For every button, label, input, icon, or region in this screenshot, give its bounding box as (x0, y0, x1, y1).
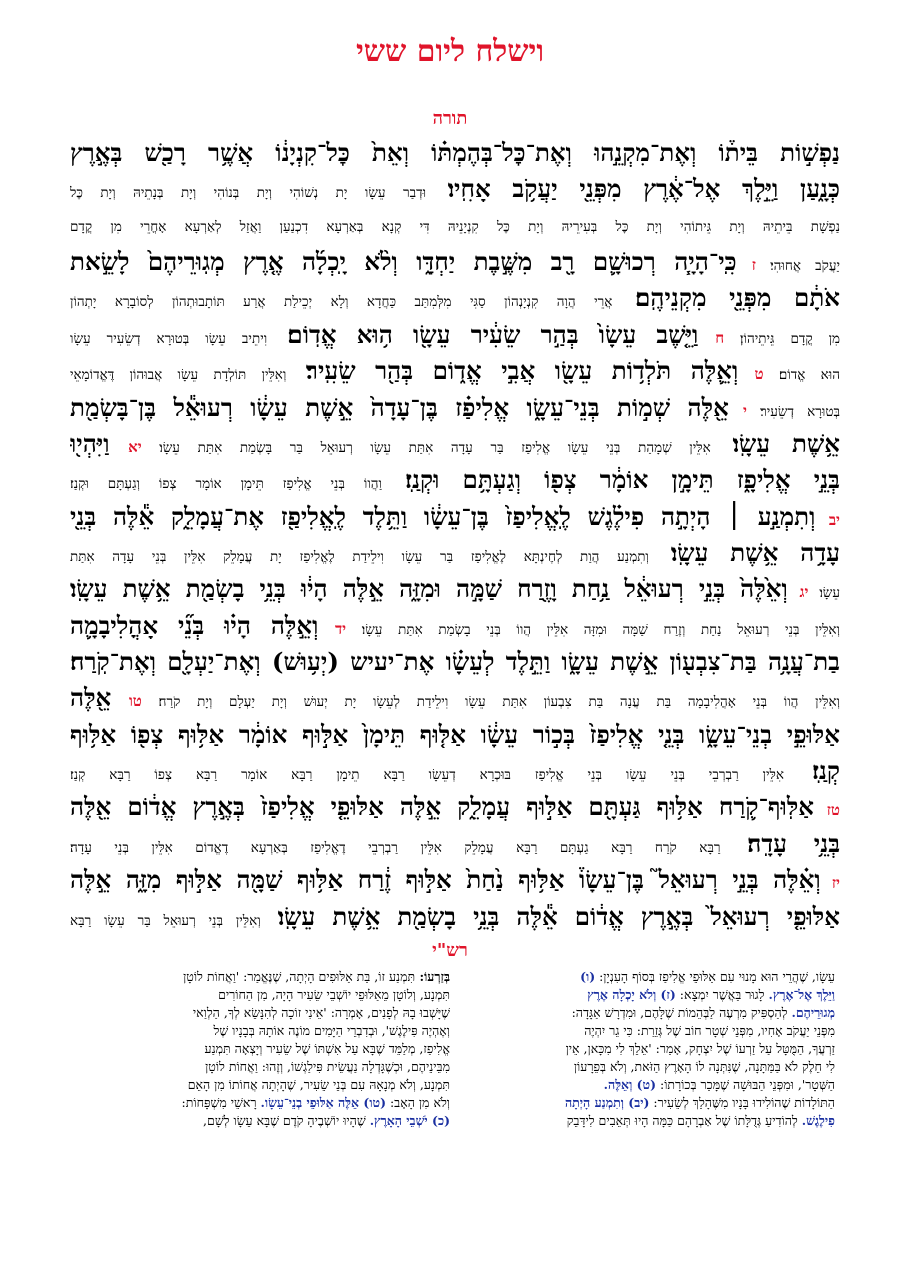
rashi-text: עֵשָׂו, שֶׁהֲרֵי הוּא מָנוּי עִם אַלּוּפֵי אֱלִיפַז בְּסוֹף הָעִנְיָן: (595, 969, 835, 984)
torah-line (70, 135, 840, 171)
torah-line (70, 499, 840, 535)
torah-text: וְתִמְנַע הֲוַת לְחֶינְתָּא לֶאֱלִיפַז בַּר עֵשָׂו וִילֵידַת לֶאֱלִיפַז יָת עֲמָלֵק אִלֵּין בְּנֵי עָדָה אִתַּת (70, 548, 649, 565)
torah-text: אַלּוּפֵ֤י רְעוּאֵל֙ בְּאֶ֣רֶץ אֱד֔וֹם אֵ֕לֶּה בְּנֵ֥י בָשְׂמַ֖ת אֵ֥שֶׁת עֵשָֽׂו׃ (260, 901, 840, 931)
verse-number: ח (698, 328, 725, 347)
torah-line (70, 862, 840, 898)
torah-line (70, 426, 840, 462)
torah-text: וַיִּהְי֖וּ (70, 428, 110, 458)
torah-text: וְתִמְנַ֣ע ׀ הָיְתָ֣ה פִילֶ֗גֶשׁ לֶֽאֱלִיפַז֙ בֶּן־עֵשָׂ֔ו וַתֵּ֥לֶד לֶֽאֱלִיפַ֖ז אֶת־עֲמָלֵ֑ק אֵ֕לֶּה בְּנֵ֖י (70, 501, 816, 531)
torah-text: אִלֵּין שְׁמָהַת בְּנֵי עֵשָׂו אֱלִיפַז בַּר עָדָה אִתַּת עֵשָׂו רְעוּאֵל בַּר בָּשְׂמַת אִתַּת עֵשָׂו׃ (141, 439, 711, 456)
rashi-line (475, 1076, 835, 1094)
rashi-line (90, 986, 450, 1004)
torah-line (70, 353, 840, 389)
rashi-text: זַרְעֲךָ, הַמֻּטָּל עַל זַרְעוֹ שֶׁל יִצְחָק, אָמַר: 'אֵלֵךְ לִי מִכָּאן, אֵין (565, 1041, 835, 1056)
rashi-line (475, 986, 835, 1004)
torah-text: וְאֵ֙לֶּה֙ בְּנֵ֣י רְעוּאֵ֔ל נַ֥חַת וָזֶ֖רַח שַׁמָּ֣ה וּמִזָּ֑ה אֵ֣לֶּה הָי֔וּ בְּנֵ֥י בָשְׂמַ֖ת אֵ֥שֶׁת עֵשָֽׂו׃ (70, 574, 788, 604)
torah-text: וְאֵ֛לֶּה תֹּלְד֥וֹת עֵשָׂ֖ו אֲבִ֣י אֱד֑וֹם בְּהַ֖ר שֵׂעִֽיר׃ (286, 356, 739, 386)
rashi-text: בְּזַרְעוֹ: (415, 969, 450, 984)
rashi-line (475, 1040, 835, 1058)
torah-text: וּדְבַר עֵשָׂו יָת נְשׁוֹהִי וְיָת בְּנוֹהִי וְיָת בְּנָתֵיהּ וְיָת כׇּל (70, 185, 427, 202)
verse-number: י (728, 401, 747, 420)
torah-line (70, 535, 840, 571)
rashi-text: מִפְּנֵי יַעֲקֹב אָחִיו, מִפְּנֵי שְׁטָר חוֹב שֶׁל גְּזֵרַת: כִּי גֵר יִהְיֶה (584, 1023, 835, 1038)
torah-text: בְּנֵ֣י אֱלִיפָ֑ז תֵּימָ֣ן אוֹמָ֔ר צְפ֖וֹ וְגַעְתָּ֥ם וּקְנַֽז׃ (382, 465, 840, 495)
rashi-text: שֶׁהָיוּ יוֹשְׁבֶיהָ קֹדֶם שֶׁבָּא עֵשָׂו לְשָׁם, (203, 1113, 370, 1128)
rashi-text: רָאשֵׁי מִשְׁפָּחוֹת: (181, 1095, 261, 1110)
torah-text: כִּֽי־הָיָ֧ה רְכוּשָׁ֛ם רָ֖ב מִשֶּׁ֣בֶת יַחְדָּ֑ו וְלֹ֨א יָֽכְלָ֜ה אֶ֤רֶץ מְגֽוּרֵיהֶם֙ לָשֵׂ֣את (70, 247, 737, 277)
torah-text: וְאֵ֣לֶּה הָי֗וּ בְּנֵ֞י אָהֳלִיבָמָ֛ה (70, 610, 319, 640)
rashi-dibur-hamatchil: וַיֵּלֶךְ אֶל־אֶרֶץ. (768, 987, 835, 1002)
torah-text: בְּטוּרָא דְשֵׂעִיר׃ (746, 403, 840, 420)
torah-line (70, 171, 840, 207)
rashi-line (475, 1058, 835, 1076)
rashi-line (475, 1094, 835, 1112)
torah-text: וְאֵ֗לֶּה בְּנֵ֣י רְעוּאֵל֮ בֶּן־עֵשָׂו֒ אַלּ֥וּף נַ֙חַת֙ אַלּ֣וּף זֶ֔רַח אַלּ֥וּף שַׁמָּ֖ה אַלּ֣וּף מִזָּ֑ה אֵ֣לֶּה (70, 865, 821, 895)
rashi-dibur-hamatchil: (יב) וְתִמְנַע הָיְתָה (564, 1095, 650, 1110)
rashi-line (90, 1040, 450, 1058)
torah-text: אַלּוּפֵ֣י בְנֵי־עֵשָׂ֑ו בְּנֵ֤י אֱלִיפַז֙ בְּכ֣וֹר עֵשָׂ֔ו אַלּ֤וּף תֵּימָן֙ אַלּ֣וּף אוֹמָ֔ר אַלּ֥וּף צְפ֖וֹ אַלּ֥וּף (70, 719, 840, 749)
verse-number: טז (814, 801, 840, 820)
page-title: וישלח ליום ששי (355, 34, 545, 69)
torah-text-block (70, 135, 840, 935)
verse-number: ז (736, 256, 756, 275)
torah-text: וַיֵּ֤שֶׁב עֵשָׂו֙ בְּהַ֣ר שֵׂעִ֔יר עֵשָׂ֖ו ה֥וּא אֱדֽוֹם׃ (267, 319, 699, 349)
rashi-text: הַשְּׁטָר', וּמִפְּנֵי הַבּוּשָׁה שֶׁמָּכַר בְּכוֹרָתוֹ: (656, 1077, 835, 1092)
torah-line (70, 462, 840, 498)
torah-line (70, 899, 840, 935)
rashi-dibur-hamatchil: (ז) וְלֹא יָכְלָה אֶרֶץ (587, 987, 676, 1002)
rashi-text: הַתּוֹלָדוֹת שֶׁהוֹלִידוּ בָּנָיו מִשֶּׁהָלַךְ לְשֵׂעִיר: (649, 1095, 835, 1110)
torah-text: מִן קֳדָם גֵּיתֵיהוֹן׃ (724, 330, 840, 347)
rashi-text: לָגוּר בַּאֲשֶׁר יִמְצָא: (675, 987, 769, 1002)
verse-number: טו (111, 692, 142, 711)
torah-text: אֹתָ֔ם מִפְּנֵ֖י מִקְנֵיהֶֽם׃ (612, 283, 840, 313)
rashi-line (475, 1004, 835, 1022)
rashi-text: לִי חֵלֶק לֹא בַּמַּתָּנָה, שֶׁנִּתְּנָה לוֹ הָאָרֶץ הַזֹּאת, וְלֹא בְּפֵרָעוֹן (573, 1059, 835, 1074)
rashi-dibur-hamatchil: (ט) וְאֵלֶּה. (603, 1077, 657, 1092)
rashi-text: וְאֶהְיֶה פִּילֶגֶשׁ', וּבְדִבְרֵי הַיָּמִים מוֹנֶה אוֹתָהּ בְּבָנָיו שֶׁל (213, 1023, 450, 1038)
rashi-text: מִבֵּינֵיהֶם, וּכְשֶׁגָּדְלָה נַעֲשֵׂית פִּילַגְשׁוֹ, וְזֶהוּ: וַאֲחוֹת לוֹטָן (205, 1059, 450, 1074)
rashi-line (90, 1112, 450, 1130)
verse-number: יד (318, 619, 347, 638)
torah-line (70, 826, 840, 862)
torah-line (70, 753, 840, 789)
rashi-column-left (90, 968, 450, 1130)
torah-text: נַפְשׁ֣וֹת בֵּית֒וֹ וְאֶת־מִקְנֵ֣הוּ וְאֶת־כׇּל־בְּהֶמְתּ֗וֹ וְאֵת֙ כׇּל־קִנְיָנ֔וֹ אֲשֶׁ֥ר רָכַ֖שׁ בְּאֶ֣רֶץ (70, 138, 840, 167)
rashi-text: תִּמְנָע, וְלוֹטָן מֵאַלּוּפֵי יוֹשְׁבֵי שֵׂעִיר הָיָה, מִן הַחוֹרִים (218, 987, 450, 1002)
rashi-dibur-hamatchil: פִילֶגֶשׁ. (801, 1113, 835, 1128)
torah-text: וְאִלֵּין בְּנֵי רְעוּאֵל בַּר עֵשָׂו רַבָּא (70, 912, 261, 929)
torah-text: אֵ֖לֶּה (70, 683, 112, 713)
torah-text: וְאִלֵּין תּוֹלְדָת עֵשָׂו אֲבוּהוֹן דֶּאֱדוֹמָאֵי (70, 367, 287, 384)
torah-text: וְאִלֵּין הֲווֹ בְּנֵי אָהֳלִיבָמָה בַּת עֲנָה בַּת צִבְעוֹן אִתַּת עֵשָׂו וִילֵידַת לְעֵשָׂו יָת יְעוּשׁ וְיָת יַעְלָם וְיָת קֹרַח׃ (141, 694, 840, 711)
rashi-line (90, 1058, 450, 1076)
torah-text: וַהֲווֹ בְּנֵי אֱלִיפַז תֵּימָן אוֹמָר צְפוֹ וְגַעְתָּם וּקְנַז׃ (70, 476, 382, 493)
verse-number: יז (820, 874, 840, 893)
torah-text: רַבָּא קֹרַח רַבָּא גַעְתָּם רַבָּא עֲמָלֵק אִלֵּין רַבְרְבֵי דֶאֱלִיפַז בְּאַרְעָא דֶאֱדוֹם אִלֵּין בְּנֵי עָדָה׃ (70, 839, 721, 856)
torah-text: אִלֵּין רַבְרְבֵי בְּנֵי עֵשָׂו בְּנֵי אֱלִיפַז בּוּכְרָא דְעֵשָׂו רַבָּא תֵימָן רַבָּא אוֹמָר רַבָּא צְפוֹ רַבָּא קְנַז׃ (70, 767, 784, 784)
rashi-text: תִּמְנָע, וְלֹא מְנָאָהּ עִם בְּנֵי שֵׂעִיר, שֶׁהָיְתָה אֲחוֹתוֹ מִן הָאֵם (187, 1077, 450, 1092)
torah-line (70, 208, 840, 244)
verse-number: ט (738, 365, 764, 384)
torah-text: בְּנֵ֥י עָדָֽה׃ (720, 828, 840, 858)
torah-text: כְּנָ֑עַן וַיֵּ֣לֶךְ אֶל־אֶ֔רֶץ מִפְּנֵ֖י יַעֲקֹ֥ב אָחִֽיו׃ (426, 174, 840, 204)
rashi-line (90, 968, 450, 986)
torah-line (70, 244, 840, 280)
torah-text: עָדָ֥ה אֵ֥שֶׁת עֵשָֽׂו׃ (648, 537, 840, 567)
rashi-line (90, 1076, 450, 1094)
torah-line (70, 317, 840, 353)
torah-line (70, 571, 840, 607)
rashi-line (90, 1094, 450, 1112)
torah-text: אַלּֽוּף־קֹ֛רַח אַלּ֥וּף גַּעְתָּ֖ם אַלּ֣וּף עֲמָלֵ֑ק אֵ֣לֶּה אַלּוּפֵ֤י אֱלִיפַז֙ בְּאֶ֣רֶץ אֱד֔וֹם אֵ֖לֶּה (70, 792, 815, 822)
torah-text: עֵשָׂו׃ (808, 585, 840, 602)
torah-text: וִיתֵיב עֵשָׂו בְּטוּרָא דְשֵׂעִיר עֵשָׂו (70, 330, 268, 347)
rashi-header: רש"י (432, 940, 468, 961)
torah-header: תורה (432, 108, 468, 129)
torah-text: קְנַֽז׃ (783, 756, 840, 786)
torah-text: יַעֲקֹב אֲחוּהִי׃ (755, 258, 840, 275)
verse-number: יב (815, 510, 840, 529)
torah-line (70, 390, 840, 426)
rashi-text: לְהוֹדִיעַ גְּדֻלָּתוֹ שֶׁל אַבְרָהָם כַּמָּה הָיוּ תְּאֵבִים לִידָּבֵק (566, 1113, 802, 1128)
rashi-dibur-hamatchil: (כ) יֹשְׁבֵי הָאָרֶץ. (369, 1113, 450, 1128)
torah-text: אֵ֖לֶּה שְׁמ֣וֹת בְּנֵי־עֵשָׂ֑ו אֱלִיפַ֗ז בֶּן־עָדָה֙ אֵ֣שֶׁת עֵשָׂ֔ו רְעוּאֵ֕ל בֶּן־בָּשְׂמַ֖ת (70, 392, 729, 422)
rashi-text: תִּמְנַע זוֹ, בַּת אַלּוּפִים הָיְתָה, שֶׁנֶּאֱמַר: 'וַאֲחוֹת לוֹטָן (183, 969, 416, 984)
torah-line (70, 680, 840, 716)
torah-text: נַפְשָׁת בֵּיתֵיהּ וְיָת גֵּיתוֹהִי וְיָת כׇּל בְּעִירֵיהּ וְיָת כׇּל קִנְיָנֵיהּ דִּי קְנָא בְּאַרְעָא דִכְנַעַן וַאֲזַל לְאַרְעָא אָחֳרֵי מִן קֳדָם (70, 218, 840, 235)
torah-line (70, 789, 840, 825)
torah-text: הוּא אֱדוֹם׃ (763, 367, 840, 384)
rashi-text: לְהַסְפִּיק מִרְעֶה לַבְּהֵמוֹת שֶׁלָּהֶם, וּמִדְרָשׁ אַגָּדָה: (571, 1005, 792, 1020)
rashi-line (90, 1022, 450, 1040)
rashi-text: אֱלִיפַז, מְלַמֵּד שֶׁבָּא עַל אִשְׁתּוֹ שֶׁל שֵׂעִיר וְיָצְאָה תִּמְנַע (204, 1041, 450, 1056)
rashi-dibur-hamatchil: מְגוּרֵיהֶם. (791, 1005, 835, 1020)
rashi-text: וְלֹא מִן הָאָב: (386, 1095, 450, 1110)
torah-text: בַת־עֲנָ֥ה בַּת־צִבְע֖וֹן אֵ֣שֶׁת עֵשָׂ֑ו וַתֵּ֣לֶד לְעֵשָׂ֗ו אֶת־יעיש (יְע֥וּשׁ) וְאֶת־יַעְלָ֖ם וְאֶת־קֹֽרַח׃ (70, 647, 840, 677)
rashi-dibur-hamatchil: (טו) אֵלֶּה אַלּוּפֵי בְנֵי־עֵשָׂו. (260, 1095, 386, 1110)
torah-line (70, 644, 840, 680)
torah-text: וְאִלֵּין בְּנֵי רְעוּאֵל נַחַת וְזֶרַח שַׁמָּה וּמִזָּה אִלֵּין הֲווֹ בְּנֵי בָשְׂמַת אִתַּת עֵשָׂו׃ (346, 621, 840, 638)
rashi-column-right (475, 968, 835, 1130)
torah-text: אֵ֥שֶׁת עֵשָֽׂו׃ (710, 428, 840, 458)
torah-line (70, 717, 840, 753)
verse-number: יג (787, 583, 809, 602)
rashi-line (90, 1004, 450, 1022)
torah-line (70, 608, 840, 644)
torah-text: אֲרֵי הֲוָה קִנְיָנְהוֹן סַגִּי מִלְּמִתַּב כַּחֲדָא וְלָא יְכֵילַת אֲרַע תּוֹתָבוּתְהוֹן לְסוֹבָרָא יָתְהוֹן (70, 294, 613, 311)
torah-line (70, 280, 840, 316)
verse-number: יא (109, 437, 142, 456)
rashi-line (475, 1022, 835, 1040)
rashi-line (475, 968, 835, 986)
rashi-line (475, 1112, 835, 1130)
rashi-text: שֶׁיָּשְׁבוּ בָהּ לְפָנִים, אָמְרָה: 'אֵינִי זוֹכָה לְהִנָּשֵׂא לְךָ, הַלְוַאי (192, 1005, 450, 1020)
rashi-dibur-hamatchil: (ו) (580, 969, 596, 984)
